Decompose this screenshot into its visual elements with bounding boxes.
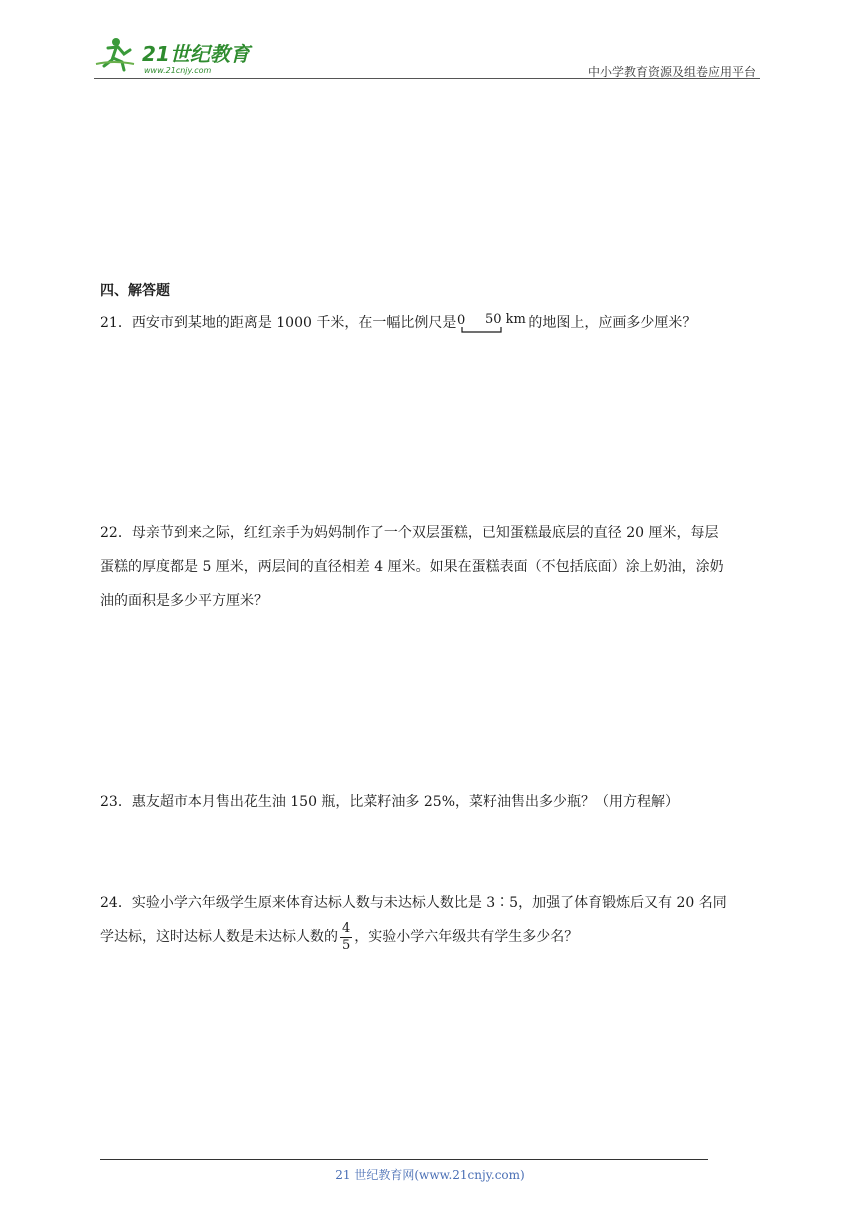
runner-icon bbox=[96, 38, 134, 70]
logo-url: www.21cnjy.com bbox=[144, 66, 212, 75]
site-name: 中小学教育资源及组卷应用平台 bbox=[587, 65, 756, 79]
q23-line: 23．惠友超市本月售出花生油 150 瓶，比菜籽油多 25%，菜籽油售出多少瓶？（用方程解） bbox=[100, 794, 680, 810]
question-23 bbox=[100, 785, 766, 819]
fraction-four-fifths bbox=[340, 921, 352, 954]
section-title: 四、解答题 bbox=[100, 283, 170, 299]
scale-zero-label: 0 bbox=[457, 313, 466, 328]
question-22 bbox=[100, 516, 766, 618]
scale-value-label: 50 km bbox=[485, 312, 527, 327]
scale-bar-figure bbox=[457, 312, 527, 334]
q21-prefix: 21．西安市到某地的距离是 1000 千米，在一幅比例尺是 bbox=[100, 315, 457, 331]
q22-line-1: 22．母亲节到来之际，红红亲手为妈妈制作了一个双层蛋糕，已知蛋糕最底层的直径 20 厘米，每层 bbox=[100, 525, 719, 541]
scale-bracket bbox=[462, 327, 501, 332]
q24-line-2 bbox=[100, 920, 766, 954]
fraction-numerator: 4 bbox=[342, 920, 351, 936]
site-logo bbox=[94, 34, 264, 76]
footer-divider bbox=[100, 1159, 708, 1160]
q21-suffix: 的地图上，应画多少厘米？ bbox=[528, 315, 697, 331]
q24-line-2-suffix: ，实验小学六年级共有学生多少名？ bbox=[354, 929, 579, 945]
fraction-denominator: 5 bbox=[342, 937, 351, 953]
footer-text: 21 世纪教育网(www.21cnjy.com) bbox=[335, 1168, 525, 1182]
question-24 bbox=[100, 886, 766, 954]
q22-line-2: 蛋糕的厚度都是 5 厘米，两层间的直径相差 4 厘米。如果在蛋糕表面（不包括底面）涂上奶油，涂奶 bbox=[100, 559, 724, 575]
logo-text: 21世纪教育 bbox=[142, 42, 250, 66]
q24-line-2-prefix: 学达标，这时达标人数是未达标人数的 bbox=[100, 929, 338, 945]
header-divider bbox=[94, 78, 760, 79]
q24-line-1: 24．实验小学六年级学生原来体育达标人数与未达标人数比是 3∶5，加强了体育锻炼后又有 20 名同 bbox=[100, 895, 727, 911]
question-21 bbox=[100, 306, 766, 340]
q22-line-3: 油的面积是多少平方厘米？ bbox=[100, 593, 268, 609]
q21-line bbox=[100, 306, 766, 340]
page-header bbox=[94, 30, 760, 80]
